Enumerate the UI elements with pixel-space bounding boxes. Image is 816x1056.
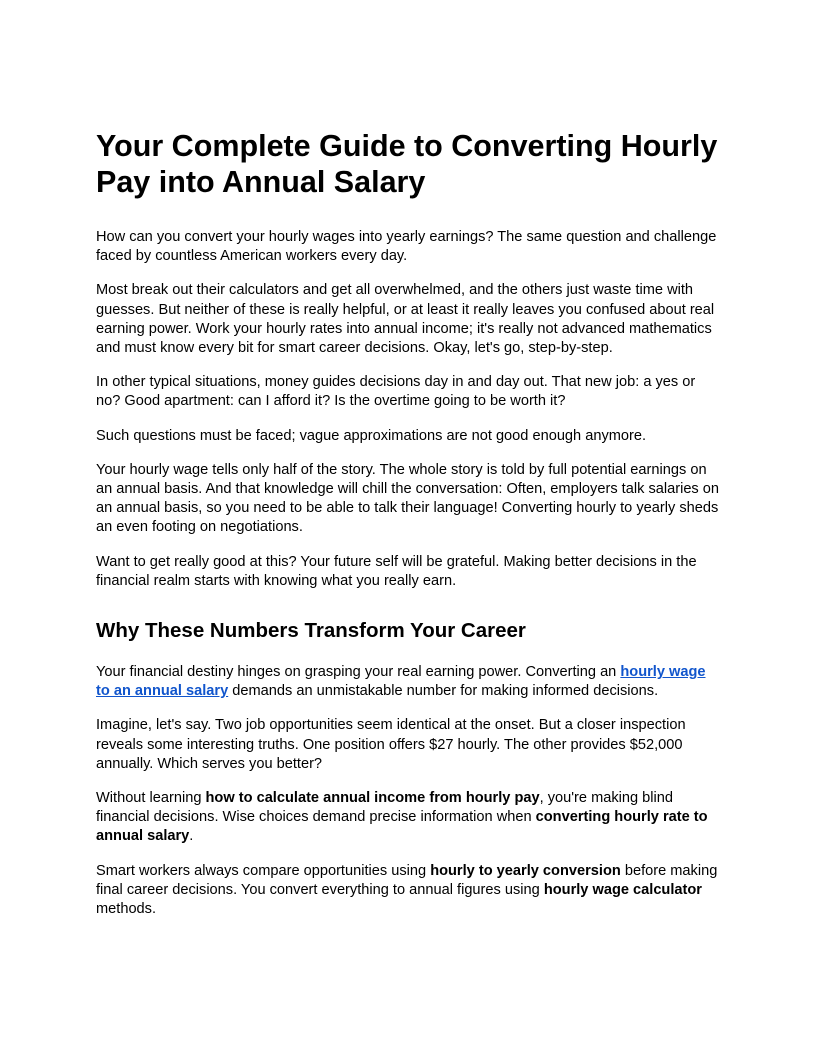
text-run: . bbox=[189, 828, 194, 845]
bold-phrase: converting hourly rate to annual salary bbox=[96, 809, 708, 845]
intro-paragraph-4: Such questions must be faced; vague approximations are not good enough anymore. bbox=[96, 427, 647, 444]
section-paragraph-1 bbox=[96, 663, 722, 701]
intro-paragraph-6: Want to get really good at this? Your future self will be grateful. Making better decisions in the financial realm starts with knowing what you really earn. bbox=[96, 553, 697, 589]
text-run: methods. bbox=[96, 901, 157, 918]
text-run: Without learning bbox=[96, 790, 206, 807]
bold-phrase: how to calculate annual income from hourly pay bbox=[205, 790, 540, 807]
section-paragraph-3 bbox=[96, 789, 722, 847]
text-run: , you're making blind financial decisions. Wise choices demand precise information when bbox=[96, 790, 674, 826]
hourly-wage-link[interactable]: hourly wage to an annual salary bbox=[96, 664, 706, 700]
intro-paragraph-2: Most break out their calculators and get all overwhelmed, and the others just waste time with guesses. But neither of these is really helpful, or at least it really leaves you confused about real earning power. Work your hourly rates into annual income; it's really not advanced mathematics and must know every bit for smart career decisions. Okay, let's go, step-by-step. bbox=[96, 282, 715, 357]
text-run: demands an unmistakable number for making informed decisions. bbox=[228, 683, 659, 700]
section-heading: Why These Numbers Transform Your Career bbox=[96, 619, 526, 643]
page-title: Your Complete Guide to Converting Hourly Pay into Annual Salary bbox=[96, 129, 718, 199]
intro-paragraph-5: Your hourly wage tells only half of the story. The whole story is told by full potential earnings on an annual basis. And that knowledge will chill the conversation: Often, employers talk salaries on an annual basis, so you need to be able to talk their language! Converting hourly to yearly sheds an even footing on negotiations. bbox=[96, 461, 720, 536]
text-run: before making final career decisions. You convert everything to annual figures using bbox=[96, 862, 718, 898]
document-page bbox=[96, 128, 722, 934]
bold-phrase: hourly to yearly conversion bbox=[430, 862, 621, 879]
bold-phrase: hourly wage calculator bbox=[543, 881, 702, 898]
section-paragraph-2: Imagine, let's say. Two job opportunities seem identical at the onset. But a closer inspection reveals some interesting truths. One position offers $27 hourly. The other provides $52,000 annually. Which serves you better? bbox=[96, 717, 686, 772]
section-paragraph-4 bbox=[96, 862, 722, 920]
intro-paragraph-1: How can you convert your hourly wages into yearly earnings? The same question and challenge faced by countless American workers every day. bbox=[96, 229, 717, 265]
text-run: Your financial destiny hinges on grasping your real earning power. Converting an bbox=[96, 664, 621, 681]
text-run: Smart workers always compare opportunities using bbox=[96, 862, 431, 879]
intro-paragraph-3: In other typical situations, money guides decisions day in and day out. That new job: a yes or no? Good apartment: can I afford it? Is the overtime going to be worth it? bbox=[96, 374, 696, 410]
